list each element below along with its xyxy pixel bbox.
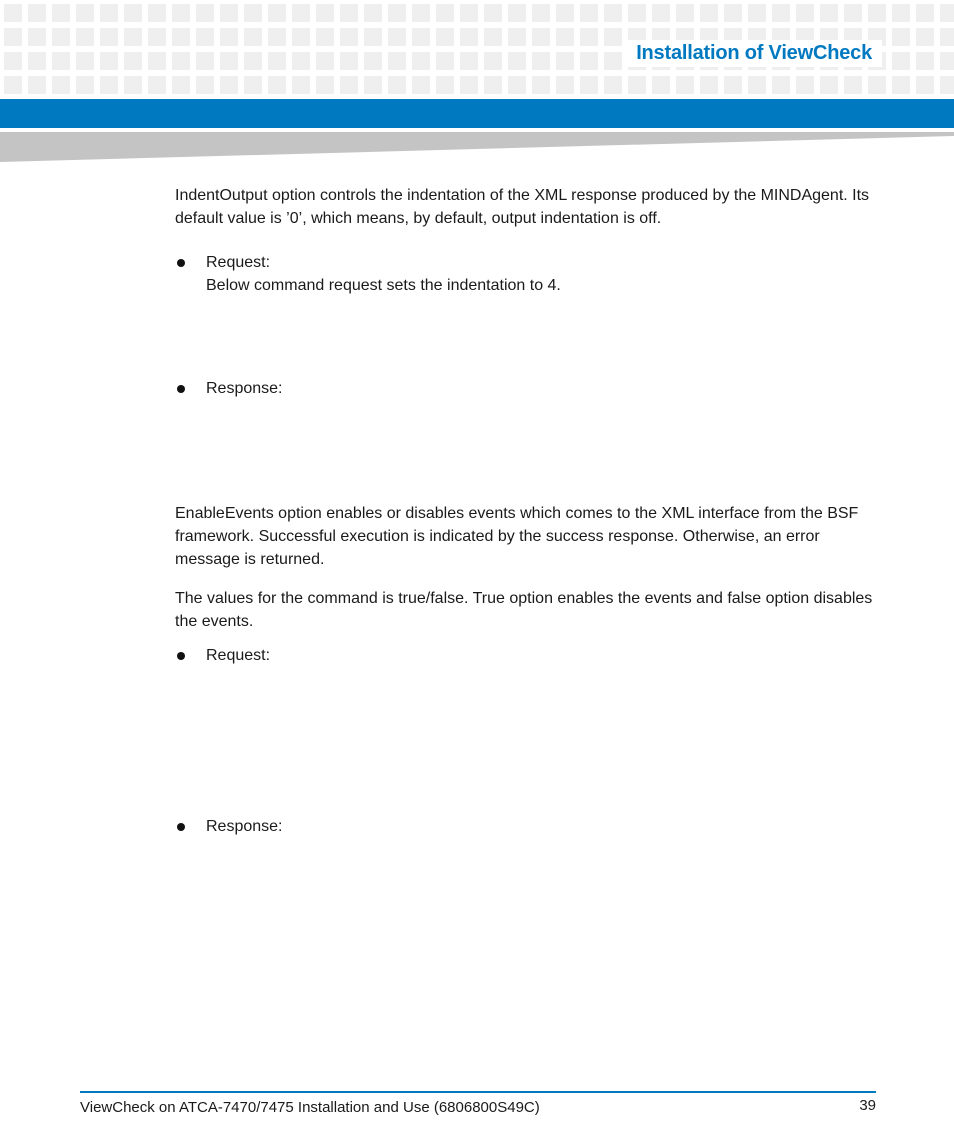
indent-response-label: Response: — [206, 380, 283, 397]
values-paragraph: The values for the command is true/false. True option enables the events and false option disables the events. — [175, 590, 873, 630]
events-request-item — [175, 644, 880, 667]
indent-response-item — [175, 377, 880, 400]
footer-document-title: ViewCheck on ATCA-7470/7475 Installation and Use (6806800S49C) — [80, 1099, 540, 1116]
footer-rule — [80, 1091, 876, 1093]
chapter-title: Installation of ViewCheck — [636, 42, 872, 64]
indent-request-description: Below command request sets the indentation to 4. — [206, 277, 561, 294]
bullet-dot — [177, 259, 185, 267]
events-response-label: Response: — [206, 818, 283, 835]
header-blue-band — [0, 99, 954, 128]
indent-request-item — [175, 251, 880, 297]
indent-request-label: Request: — [206, 254, 271, 271]
page-number: 39 — [859, 1097, 876, 1114]
header-gray-wedge — [0, 128, 954, 164]
bullet-dot — [177, 652, 185, 660]
bullet-dot — [177, 385, 185, 393]
bullet-dot — [177, 823, 185, 831]
main-content — [175, 184, 880, 838]
indent-output-paragraph: IndentOutput option controls the indentation of the XML response produced by the MINDAgent. Its default value is ’0’, which means, by default, output indentation is off. — [175, 187, 870, 227]
events-response-item — [175, 815, 880, 838]
events-request-label: Request: — [206, 647, 271, 664]
enable-events-paragraph: EnableEvents option enables or disables events which comes to the XML interface from the BSF framework. Successful execution is indicated by the success response. Otherwise, an error message is returned. — [175, 505, 859, 568]
header-title-container — [624, 40, 882, 67]
